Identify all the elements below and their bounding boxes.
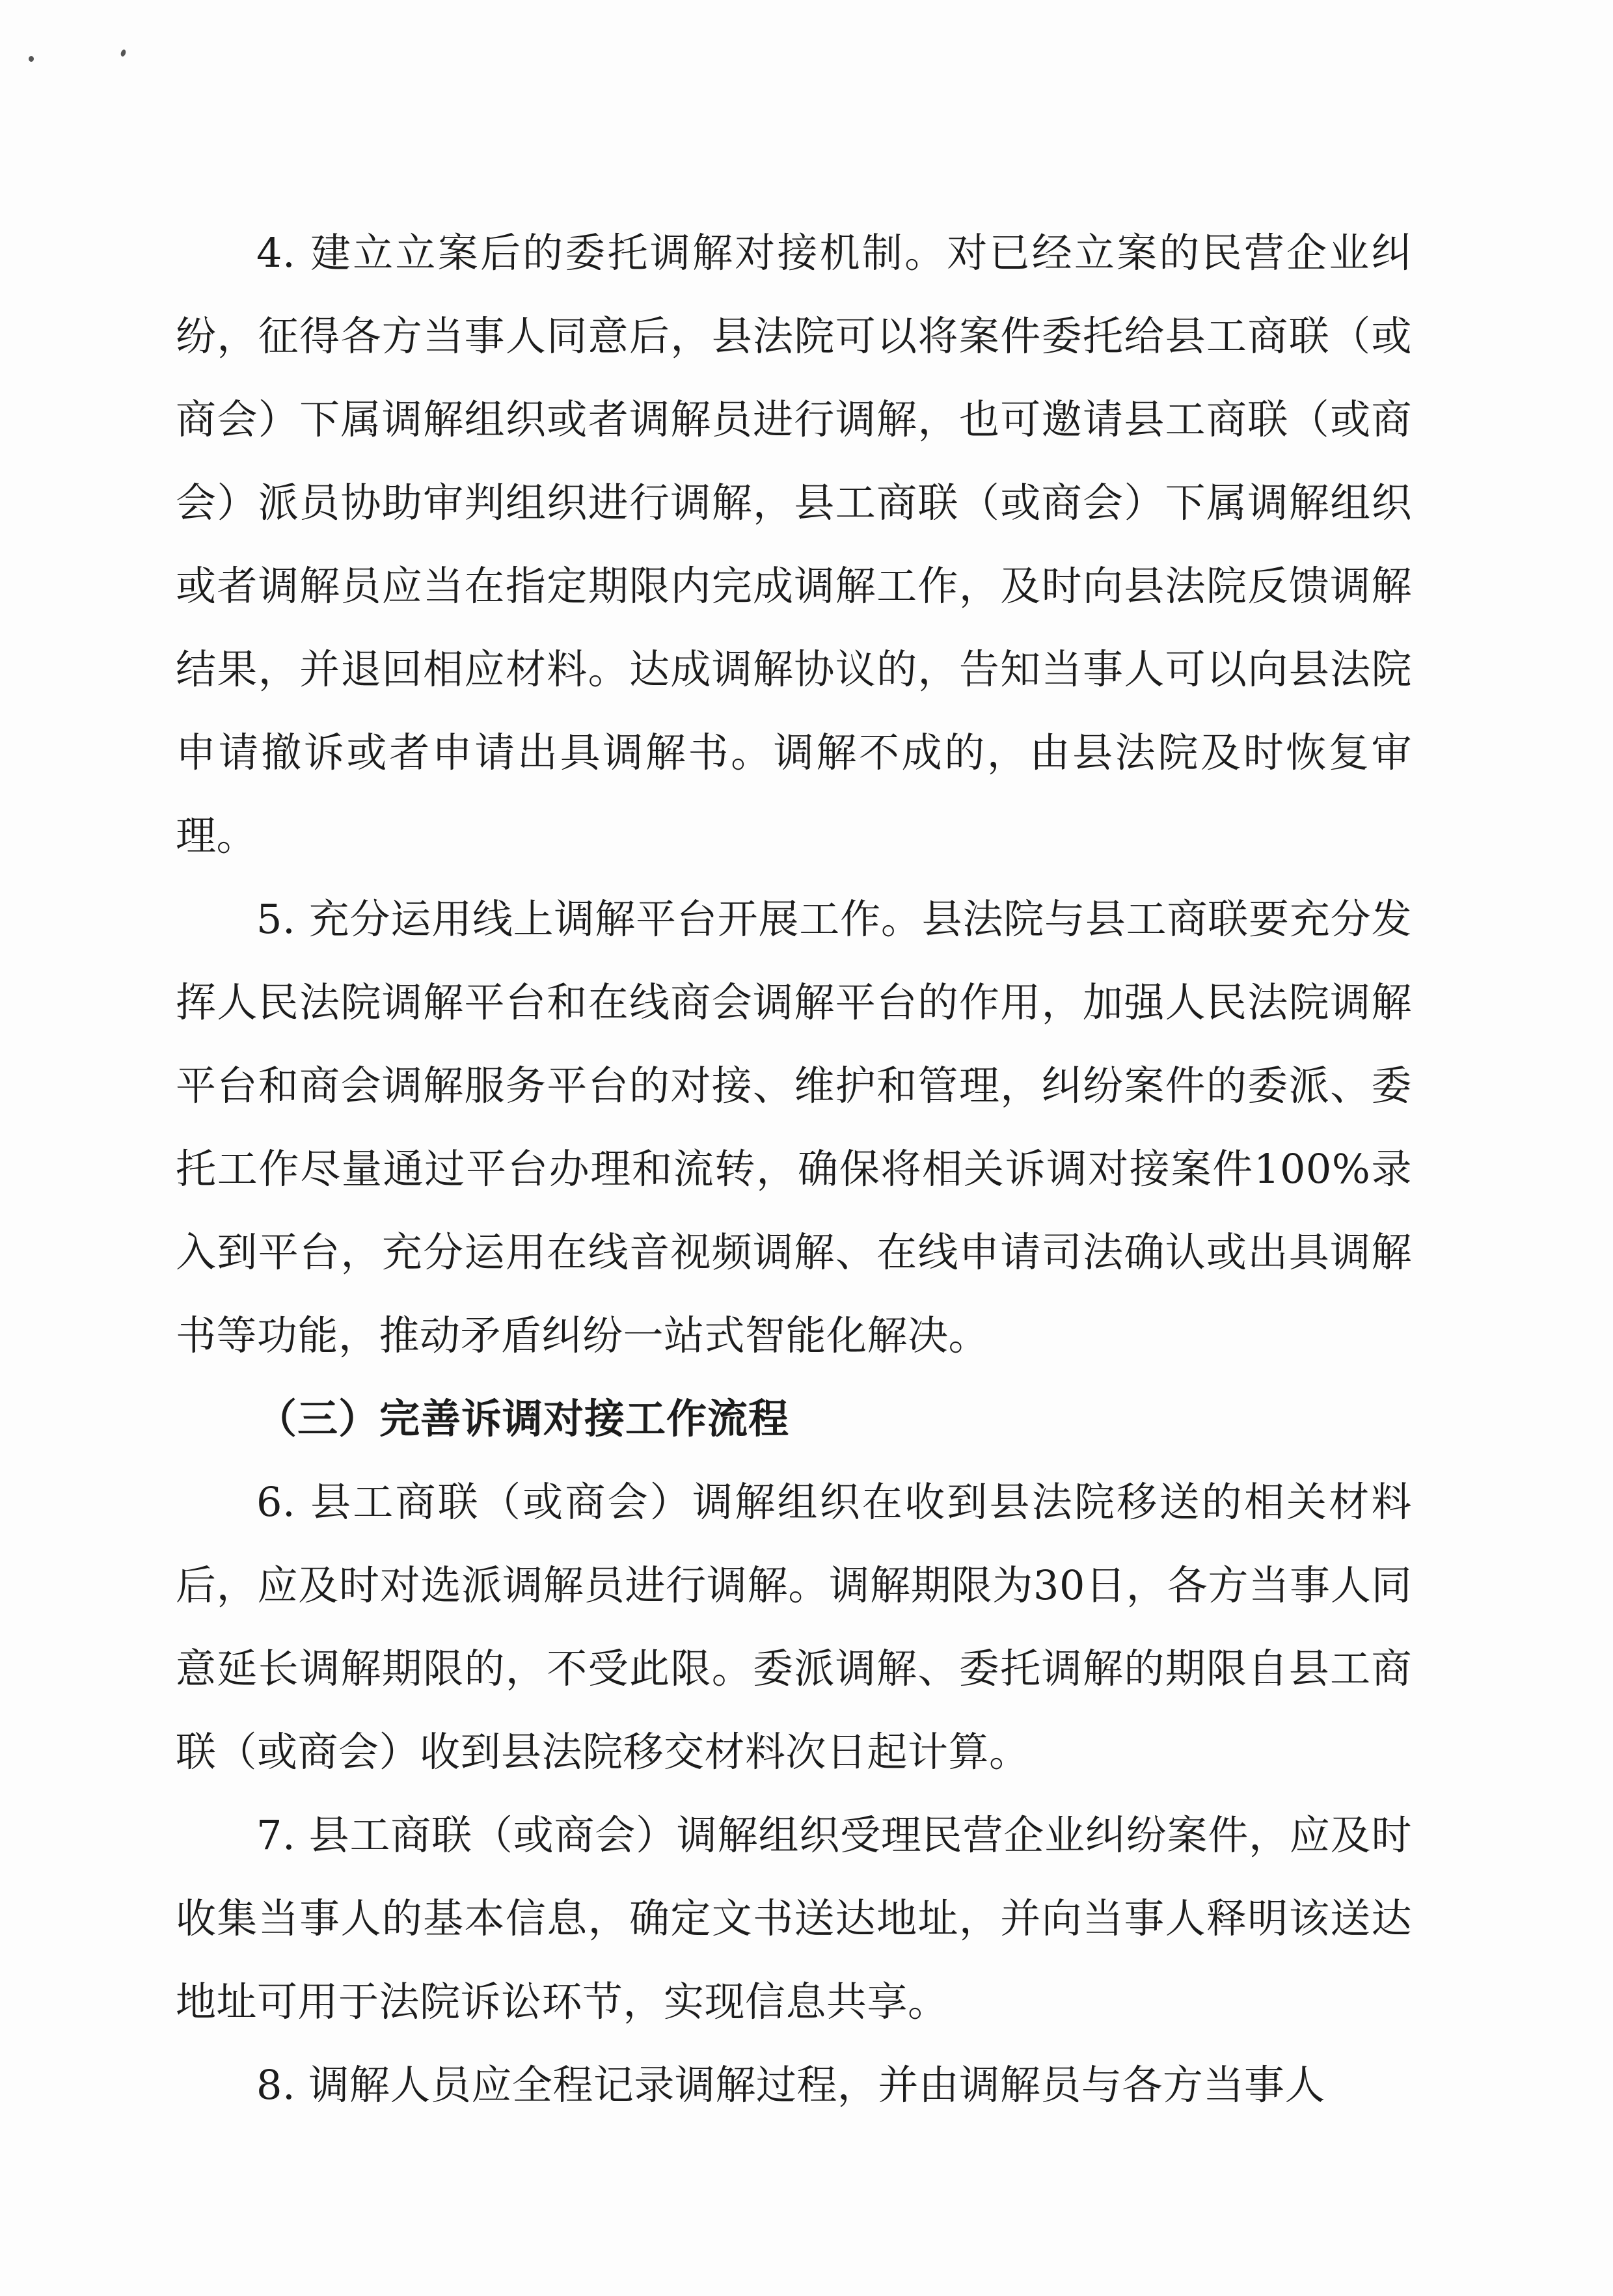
paragraph-8: 8. 调解人员应全程记录调解过程，并由调解员与各方当事人 [256, 2061, 1325, 2109]
paragraph-4: 4. 建立立案后的委托调解对接机制。对已经立案的民营企业纠纷，征得各方当事人同意后，县法院可以将案件委托给县工商联（或商会）下属调解组织或者调解员进行调解，也可邀请县工商联（或商会）派员协助审判组织进行调解，县工商联（或商会）下属调解组织或者调解员应当在指定期限内完成调解工作，及时向县法院反馈调解结果，并退回相应材料。达成调解协议的，告知当事人可以向县法院申请撤诉或者申请出具调解书。调解不成的，由县法院及时恢复审理。 [176, 229, 1412, 859]
paragraph-7: 7. 县工商联（或商会）调解组织受理民营企业纠纷案件，应及时收集当事人的基本信息，确定文书送达地址，并向当事人释明该送达地址可用于法院诉讼环节，实现信息共享。 [176, 1811, 1412, 2025]
paragraph-5: 5. 充分运用线上调解平台开展工作。县法院与县工商联要充分发挥人民法院调解平台和在线商会调解平台的作用，加强人民法院调解平台和商会调解服务平台的对接、维护和管理，纠纷案件的委派、委托工作尽量通过平台办理和流转，确保将相关诉调对接案件100%录入到平台，充分运用在线音视频调解、在线申请司法确认或出具调解书等功能，推动矛盾纠纷一站式智能化解决。 [176, 895, 1412, 1359]
document-body [176, 211, 1412, 2127]
scan-speck [29, 56, 34, 62]
paragraph-6: 6. 县工商联（或商会）调解组织在收到县法院移送的相关材料后，应及时对选派调解员进行调解。调解期限为30日，各方当事人同意延长调解期限的，不受此限。委派调解、委托调解的期限自县工商联（或商会）收到县法院移交材料次日起计算。 [176, 1478, 1412, 1776]
scan-speck [120, 49, 126, 57]
section-heading: （三）完善诉调对接工作流程 [256, 1395, 790, 1442]
